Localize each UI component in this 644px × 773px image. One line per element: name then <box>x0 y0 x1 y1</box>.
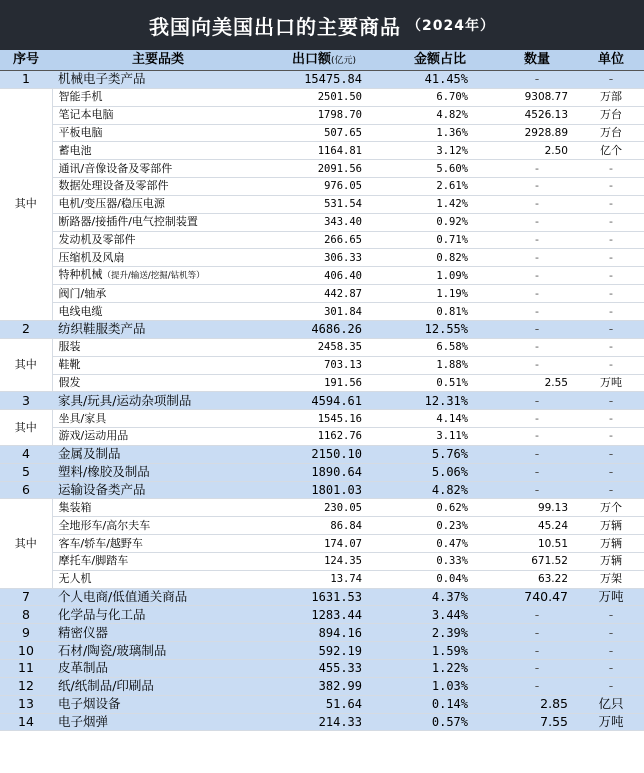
row-share: 1.19% <box>384 285 496 303</box>
category-row <box>0 588 644 606</box>
row-qty: - <box>496 410 578 428</box>
row-name: 电子烟弹 <box>52 713 264 731</box>
sub-row <box>0 428 644 446</box>
row-unit: - <box>578 213 644 231</box>
row-qty: 671.52 <box>496 552 578 570</box>
qizhong-label: 其中 <box>0 88 52 320</box>
row-qty: 99.13 <box>496 499 578 517</box>
row-value: 531.54 <box>264 195 384 213</box>
row-qty: - <box>496 428 578 446</box>
row-qty: - <box>496 445 578 463</box>
row-share: 0.57% <box>384 713 496 731</box>
row-seq: 1 <box>0 71 52 89</box>
row-value: 4686.26 <box>264 320 384 338</box>
row-name: 服装 <box>52 338 264 356</box>
sub-row <box>0 142 644 160</box>
row-unit: 万吨 <box>578 374 644 392</box>
row-value: 455.33 <box>264 660 384 678</box>
row-unit: - <box>578 285 644 303</box>
row-unit: - <box>578 71 644 89</box>
row-qty: 4526.13 <box>496 106 578 124</box>
row-name-note: （提升/输送/挖掘/钻机等） <box>102 271 205 282</box>
row-qty: - <box>496 677 578 695</box>
row-share: 2.39% <box>384 624 496 642</box>
row-unit: - <box>578 481 644 499</box>
row-unit: 万个 <box>578 499 644 517</box>
row-share: 0.14% <box>384 695 496 713</box>
row-name: 家具/玩具/运动杂项制品 <box>52 392 264 410</box>
row-name: 电子烟设备 <box>52 695 264 713</box>
row-value: 2150.10 <box>264 445 384 463</box>
row-value: 124.35 <box>264 552 384 570</box>
title-bar <box>0 0 644 50</box>
row-value: 703.13 <box>264 356 384 374</box>
row-qty: - <box>496 195 578 213</box>
row-qty: - <box>496 231 578 249</box>
row-qty: - <box>496 303 578 321</box>
sub-row <box>0 535 644 553</box>
row-name: 皮革制品 <box>52 660 264 678</box>
row-share: 1.88% <box>384 356 496 374</box>
row-qty: - <box>496 213 578 231</box>
row-share: 5.60% <box>384 160 496 178</box>
row-seq: 2 <box>0 320 52 338</box>
page-title: 我国向美国出口的主要商品 <box>149 14 402 39</box>
row-seq: 8 <box>0 606 52 624</box>
row-share: 1.36% <box>384 124 496 142</box>
row-qty: 10.51 <box>496 535 578 553</box>
row-seq: 5 <box>0 463 52 481</box>
row-qty: 2.55 <box>496 374 578 392</box>
row-unit: 亿个 <box>578 142 644 160</box>
header-name: 主要品类 <box>52 50 264 71</box>
row-unit: 万吨 <box>578 713 644 731</box>
header-row <box>0 50 644 71</box>
row-share: 0.71% <box>384 231 496 249</box>
row-value: 592.19 <box>264 642 384 660</box>
row-unit: 万部 <box>578 88 644 106</box>
header-unit: 单位 <box>578 50 644 71</box>
row-unit: - <box>578 463 644 481</box>
row-unit: - <box>578 303 644 321</box>
row-name: 个人电商/低值通关商品 <box>52 588 264 606</box>
row-share: 1.22% <box>384 660 496 678</box>
row-share: 0.04% <box>384 570 496 588</box>
row-name: 鞋靴 <box>52 356 264 374</box>
row-unit: - <box>578 356 644 374</box>
row-value: 382.99 <box>264 677 384 695</box>
sub-row <box>0 124 644 142</box>
row-name: 电机/变压器/稳压电源 <box>52 195 264 213</box>
row-unit: 万辆 <box>578 552 644 570</box>
row-value: 406.40 <box>264 267 384 285</box>
row-name: 塑料/橡胶及制品 <box>52 463 264 481</box>
row-unit: - <box>578 267 644 285</box>
row-value: 301.84 <box>264 303 384 321</box>
row-unit: 万台 <box>578 106 644 124</box>
row-value: 1890.64 <box>264 463 384 481</box>
row-seq: 7 <box>0 588 52 606</box>
row-name: 运输设备类产品 <box>52 481 264 499</box>
category-row <box>0 695 644 713</box>
row-share: 1.09% <box>384 267 496 285</box>
sub-row <box>0 570 644 588</box>
row-name: 全地形车/高尔夫车 <box>52 517 264 535</box>
row-unit: - <box>578 445 644 463</box>
row-value: 1631.53 <box>264 588 384 606</box>
row-seq: 11 <box>0 660 52 678</box>
sub-row <box>0 410 644 428</box>
row-name: 石材/陶瓷/玻璃制品 <box>52 642 264 660</box>
row-qty: - <box>496 481 578 499</box>
row-share: 4.82% <box>384 106 496 124</box>
row-qty: 2928.89 <box>496 124 578 142</box>
row-seq: 10 <box>0 642 52 660</box>
row-name: 数据处理设备及零部件 <box>52 178 264 196</box>
row-qty: 45.24 <box>496 517 578 535</box>
row-value: 2458.35 <box>264 338 384 356</box>
sub-row <box>0 517 644 535</box>
row-qty: - <box>496 267 578 285</box>
category-row <box>0 642 644 660</box>
row-name: 摩托车/脚踏车 <box>52 552 264 570</box>
row-qty: - <box>496 642 578 660</box>
row-value: 343.40 <box>264 213 384 231</box>
row-share: 4.14% <box>384 410 496 428</box>
row-name: 游戏/运动用品 <box>52 428 264 446</box>
row-qty: 63.22 <box>496 570 578 588</box>
row-unit: - <box>578 677 644 695</box>
sub-row <box>0 499 644 517</box>
row-unit: 万架 <box>578 570 644 588</box>
row-qty: - <box>496 624 578 642</box>
row-unit: - <box>578 178 644 196</box>
row-value: 1545.16 <box>264 410 384 428</box>
row-share: 4.37% <box>384 588 496 606</box>
row-name: 假发 <box>52 374 264 392</box>
category-row <box>0 71 644 89</box>
row-qty: 2.50 <box>496 142 578 160</box>
row-name-cell <box>52 267 264 285</box>
row-qty: 740.47 <box>496 588 578 606</box>
row-name: 机械电子类产品 <box>52 71 264 89</box>
row-seq: 9 <box>0 624 52 642</box>
row-unit: 万辆 <box>578 535 644 553</box>
row-qty: - <box>496 392 578 410</box>
row-value: 442.87 <box>264 285 384 303</box>
row-value: 1283.44 <box>264 606 384 624</box>
row-name: 通讯/音像设备及零部件 <box>52 160 264 178</box>
row-name: 智能手机 <box>52 88 264 106</box>
header-qty: 数量 <box>496 50 578 71</box>
sub-row <box>0 249 644 267</box>
row-unit: - <box>578 606 644 624</box>
row-name: 金属及制品 <box>52 445 264 463</box>
row-name: 阀门/轴承 <box>52 285 264 303</box>
row-value: 15475.84 <box>264 71 384 89</box>
row-value: 507.65 <box>264 124 384 142</box>
row-share: 3.11% <box>384 428 496 446</box>
row-unit: - <box>578 624 644 642</box>
sub-row <box>0 356 644 374</box>
row-qty: - <box>496 178 578 196</box>
row-share: 0.82% <box>384 249 496 267</box>
row-name: 笔记本电脑 <box>52 106 264 124</box>
row-share: 1.03% <box>384 677 496 695</box>
category-row <box>0 392 644 410</box>
row-share: 0.81% <box>384 303 496 321</box>
row-value: 13.74 <box>264 570 384 588</box>
row-share: 0.62% <box>384 499 496 517</box>
qizhong-label: 其中 <box>0 338 52 392</box>
row-qty: - <box>496 356 578 374</box>
row-name: 精密仪器 <box>52 624 264 642</box>
row-share: 12.31% <box>384 392 496 410</box>
row-value: 230.05 <box>264 499 384 517</box>
sub-row <box>0 160 644 178</box>
row-unit: - <box>578 642 644 660</box>
row-name: 特种机械 <box>58 268 103 282</box>
row-name: 无人机 <box>52 570 264 588</box>
row-share: 6.58% <box>384 338 496 356</box>
sub-row <box>0 106 644 124</box>
header-value <box>264 50 384 71</box>
sub-row <box>0 267 644 285</box>
row-value: 306.33 <box>264 249 384 267</box>
row-share: 0.23% <box>384 517 496 535</box>
row-share: 2.61% <box>384 178 496 196</box>
row-name: 纸/纸制品/印刷品 <box>52 677 264 695</box>
row-qty: 7.55 <box>496 713 578 731</box>
row-unit: - <box>578 660 644 678</box>
row-unit: - <box>578 231 644 249</box>
sub-row <box>0 552 644 570</box>
row-name: 客车/轿车/越野车 <box>52 535 264 553</box>
row-unit: 万台 <box>578 124 644 142</box>
row-seq: 4 <box>0 445 52 463</box>
row-seq: 6 <box>0 481 52 499</box>
row-qty: - <box>496 249 578 267</box>
row-name: 集装箱 <box>52 499 264 517</box>
row-value: 2091.56 <box>264 160 384 178</box>
row-qty: - <box>496 71 578 89</box>
row-qty: - <box>496 285 578 303</box>
row-name: 坐具/家具 <box>52 410 264 428</box>
row-name: 发动机及零部件 <box>52 231 264 249</box>
row-share: 6.70% <box>384 88 496 106</box>
row-qty: - <box>496 338 578 356</box>
category-row <box>0 677 644 695</box>
sub-row <box>0 303 644 321</box>
row-unit: - <box>578 195 644 213</box>
sub-row <box>0 88 644 106</box>
row-unit: 亿只 <box>578 695 644 713</box>
row-share: 1.42% <box>384 195 496 213</box>
row-value: 1798.70 <box>264 106 384 124</box>
category-row <box>0 660 644 678</box>
row-unit: - <box>578 428 644 446</box>
row-share: 3.12% <box>384 142 496 160</box>
category-row <box>0 463 644 481</box>
row-share: 1.59% <box>384 642 496 660</box>
sub-row <box>0 285 644 303</box>
row-qty: - <box>496 660 578 678</box>
row-value: 1164.81 <box>264 142 384 160</box>
row-share: 4.82% <box>384 481 496 499</box>
header-share: 金额占比 <box>384 50 496 71</box>
row-value: 4594.61 <box>264 392 384 410</box>
row-name: 化学品与化工品 <box>52 606 264 624</box>
row-qty: - <box>496 463 578 481</box>
row-share: 0.51% <box>384 374 496 392</box>
row-value: 2501.50 <box>264 88 384 106</box>
row-name: 平板电脑 <box>52 124 264 142</box>
row-value: 191.56 <box>264 374 384 392</box>
row-value: 1801.03 <box>264 481 384 499</box>
category-row <box>0 481 644 499</box>
category-row <box>0 624 644 642</box>
row-value: 86.84 <box>264 517 384 535</box>
qizhong-label: 其中 <box>0 499 52 588</box>
row-value: 51.64 <box>264 695 384 713</box>
category-row <box>0 320 644 338</box>
row-share: 41.45% <box>384 71 496 89</box>
row-unit: - <box>578 338 644 356</box>
row-value: 266.65 <box>264 231 384 249</box>
row-unit: - <box>578 320 644 338</box>
row-share: 0.47% <box>384 535 496 553</box>
row-unit: - <box>578 392 644 410</box>
header-seq: 序号 <box>0 50 52 71</box>
category-row <box>0 606 644 624</box>
row-value: 894.16 <box>264 624 384 642</box>
sub-row <box>0 213 644 231</box>
row-unit: - <box>578 249 644 267</box>
row-name: 断路器/接插件/电气控制装置 <box>52 213 264 231</box>
export-table <box>0 50 644 731</box>
row-qty: 2.85 <box>496 695 578 713</box>
sub-row <box>0 338 644 356</box>
row-seq: 13 <box>0 695 52 713</box>
row-share: 5.76% <box>384 445 496 463</box>
row-seq: 3 <box>0 392 52 410</box>
row-qty: - <box>496 160 578 178</box>
row-seq: 14 <box>0 713 52 731</box>
category-row <box>0 445 644 463</box>
row-qty: - <box>496 320 578 338</box>
sub-row <box>0 231 644 249</box>
header-value-label: 出口额 <box>291 51 331 67</box>
sub-row <box>0 195 644 213</box>
row-seq: 12 <box>0 677 52 695</box>
row-name: 纺织鞋服类产品 <box>52 320 264 338</box>
row-qty: 9308.77 <box>496 88 578 106</box>
row-unit: 万吨 <box>578 588 644 606</box>
row-value: 976.05 <box>264 178 384 196</box>
row-value: 174.07 <box>264 535 384 553</box>
row-share: 0.33% <box>384 552 496 570</box>
row-unit: - <box>578 410 644 428</box>
row-share: 5.06% <box>384 463 496 481</box>
row-name: 压缩机及风扇 <box>52 249 264 267</box>
row-unit: - <box>578 160 644 178</box>
qizhong-label: 其中 <box>0 410 52 446</box>
row-value: 1162.76 <box>264 428 384 446</box>
row-name: 电线电缆 <box>52 303 264 321</box>
sub-row <box>0 374 644 392</box>
row-share: 3.44% <box>384 606 496 624</box>
row-share: 12.55% <box>384 320 496 338</box>
row-qty: - <box>496 606 578 624</box>
row-unit: 万辆 <box>578 517 644 535</box>
row-share: 0.92% <box>384 213 496 231</box>
row-value: 214.33 <box>264 713 384 731</box>
header-value-unit: (亿元) <box>330 55 357 66</box>
title-year: （2024年） <box>407 18 495 34</box>
row-name: 蓄电池 <box>52 142 264 160</box>
category-row <box>0 713 644 731</box>
sub-row <box>0 178 644 196</box>
